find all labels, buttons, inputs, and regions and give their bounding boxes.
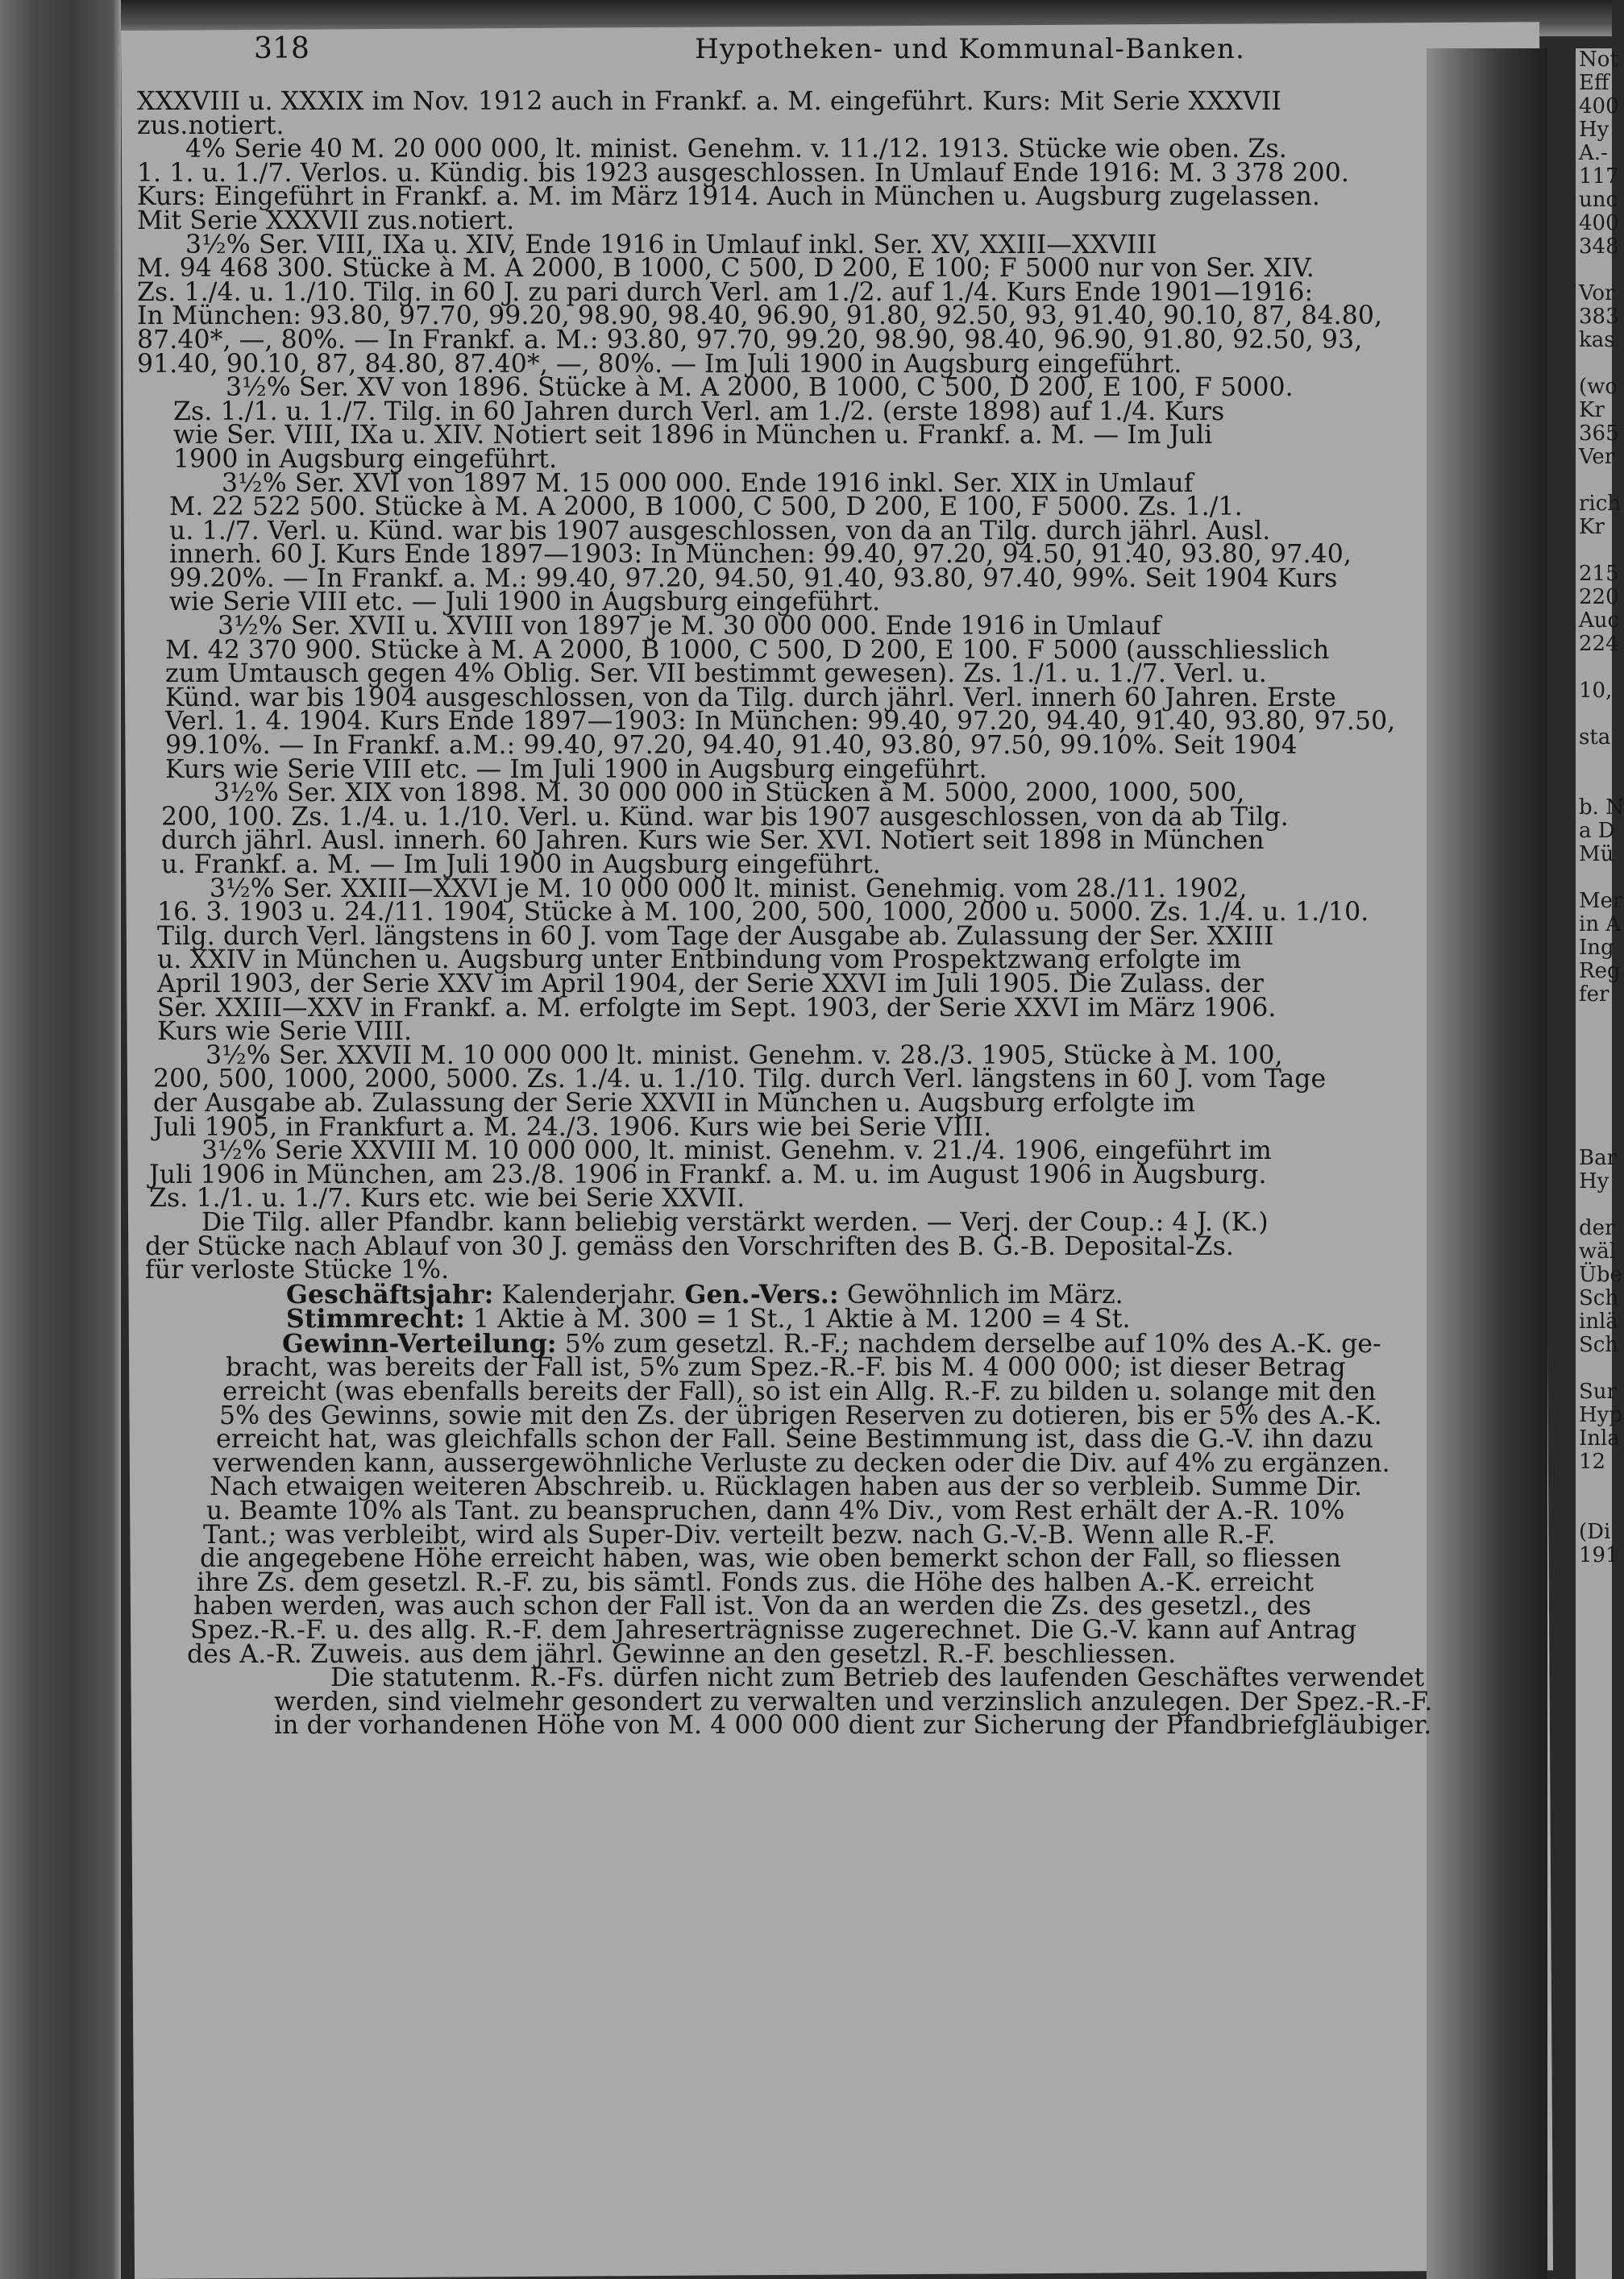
paragraph-line: Juli 1905, in Frankfurt a. M. 24./3. 1906. Kurs wie bei Serie VIII. (153, 1112, 992, 1142)
adjacent-page-text-fragment: (wo (1579, 375, 1618, 399)
paragraph-line: Die statutenm. R.-Fs. dürfen nicht zum Betrieb des laufenden Geschäftes verwendet (330, 1663, 1425, 1693)
adjacent-page-text-fragment (1579, 866, 1612, 890)
adjacent-page-text-fragment (1579, 469, 1612, 492)
paragraph-line: Künd. war bis 1904 ausgeschlossen, von da Tilg. durch jährl. Verl. innerh 60 Jahren. Erste (165, 683, 1336, 712)
adjacent-page-text-fragment: Übe (1579, 1263, 1622, 1287)
paragraph-line: verwenden kann, aussergewöhnliche Verluste zu decken oder die Div. auf 4% zu ergänzen. (213, 1448, 1390, 1478)
adjacent-page-text-fragment: 220 (1579, 585, 1619, 609)
paragraph-line: Tant.; was verbleibt, wird als Super-Div. verteilt bezw. nach G.-V.-B. Wenn alle R.-F. (203, 1520, 1276, 1550)
paragraph-line: Kurs: Eingeführt in Frankf. a. M. im März 1914. Auch in München u. Augsburg zugelassen. (137, 182, 1320, 212)
adjacent-page-text-fragment (1579, 773, 1612, 796)
paragraph-s19 (137, 778, 1535, 879)
adjacent-page-text-fragment: 10, (1579, 679, 1613, 703)
adjacent-page-text-fragment (1579, 1474, 1612, 1497)
paragraph-line: Nach etwaigen weiteren Abschreib. u. Rücklagen haben aus der so verbleib. Summe Dir. (210, 1472, 1363, 1502)
adjacent-page-text-fragment (1579, 1357, 1612, 1380)
paragraph-line: 87.40*, —, 80%. — In Frankf. a. M.: 93.80, 97.70, 99.20, 98.90, 98.40, 96.90, 91.80, 92.50, 93, (137, 325, 1363, 355)
page-number: 318 (254, 32, 310, 65)
adjacent-page-fragment (1576, 48, 1624, 2279)
paragraph-line: ihre Zs. dem gesetzl. R.-F. zu, bis sämtl. Fonds zus. die Höhe des halben A.-K. erreicht (197, 1567, 1315, 1597)
adjacent-page-text-fragment: Not (1579, 48, 1618, 72)
paragraph-s23 (137, 874, 1535, 1047)
fact-text: 1 Aktie à M. 300 = 1 St., 1 Aktie à M. 1200 = 4 St. (464, 1305, 1131, 1335)
paragraph-line: 16. 3. 1903 u. 24./11. 1904, Stücke à M. 100, 200, 500, 1000, 2000 u. 5000. Zs. 1./4. u. 1./10. (157, 898, 1369, 928)
adjacent-page-text-fragment (1579, 749, 1612, 773)
paragraph-line: Zs. 1./1. u. 1./7. Kurs etc. wie bei Serie XXVII. (149, 1184, 746, 1214)
adjacent-page-text-fragment: kas (1579, 328, 1615, 352)
paragraph-line: erreicht (was ebenfalls bereits der Fall), so ist ein Allg. R.-F. zu bilden u. solange mit den (222, 1377, 1377, 1407)
fact-text: Gewöhnlich im März. (838, 1280, 1124, 1310)
paragraph-line: u. XXIV in München u. Augsburg unter Entbindung vom Prospektzwang erfolgte im (157, 945, 1242, 975)
paragraph-line: bracht, was bereits der Fall ist, 5% zum Spez.-R.-F. bis M. 4 000 000; ist dieser Betrag (226, 1353, 1346, 1383)
gewinn-label: Gewinn-Verteilung: (282, 1328, 557, 1359)
fact-label: Geschäftsjahr: (286, 1279, 494, 1310)
paragraph-line: Die Tilg. aller Pfandbr. kann beliebig verstärkt werden. — Verj. der Coup.: 4 J. (K.) (201, 1207, 1269, 1237)
adjacent-page-text-fragment (1579, 1007, 1612, 1030)
paragraph-s27 (137, 1040, 1535, 1142)
paragraph-cont (137, 87, 1535, 140)
paragraph-line: u. 1./7. Verl. u. Künd. war bis 1907 ausgeschlossen, von da an Tilg. durch jährl. Ausl. (169, 516, 1271, 546)
adjacent-page-text-fragment: unc (1579, 188, 1618, 212)
paragraph-line: 4% Serie 40 M. 20 000 000, lt. minist. Genehm. v. 11./12. 1913. Stücke wie oben. Zs. (185, 135, 1287, 164)
paragraph-line: M. 22 522 500. Stücke à M. A 2000, B 1000, C 500, D 200, E 100, F 5000. Zs. 1./1. (169, 492, 1243, 522)
paragraph-line: 200, 100. Zs. 1./4. u. 1./10. Verl. u. Künd. war bis 1907 ausgeschlossen, von da ab Tilg. (161, 802, 1289, 832)
fact-label: Stimmrecht: (286, 1304, 465, 1335)
paragraph-line: M. 94 468 300. Stücke à M. A 2000, B 1000, C 500, D 200, E 100; F 5000 nur von Ser. XIV. (137, 254, 1315, 284)
gewinn-text: 5% zum gesetzl. R.-F.; nachdem derselbe auf 10% des A.-K. ge- (556, 1329, 1381, 1359)
adjacent-page-text-fragment (1579, 1077, 1612, 1100)
adjacent-page-text-fragment: Sch (1579, 1286, 1619, 1310)
paragraph-line: wie Ser. VIII, IXa u. XIV. Notiert seit 1896 in München u. Frankf. a. M. — Im Juli (173, 421, 1213, 450)
adjacent-page-text-fragment (1579, 1100, 1612, 1123)
adjacent-page-text-fragment: Ing (1579, 936, 1614, 960)
paragraph-line: Verl. 1. 4. 1904. Kurs Ende 1897—1903: In München: 99.40, 97.20, 94.40, 91.40, 93.80, 97.50, (165, 707, 1396, 737)
adjacent-page-text-fragment (1579, 1497, 1612, 1521)
paragraph-line: 3½% Serie XXVIII M. 10 000 000, lt. minist. Genehm. v. 21./4. 1906, eingeführt im (201, 1136, 1272, 1166)
paragraph-line: der Ausgabe ab. Zulassung der Serie XXVII in München u. Augsburg erfolgte im (153, 1088, 1196, 1118)
paragraph-line: zum Umtausch gegen 4% Oblig. Ser. VII bestimmt gewesen). Zs. 1./1. u. 1./7. Verl. u. (165, 659, 1267, 689)
paragraph-line: Kurs wie Serie VIII etc. — Im Juli 1900 in Augsburg eingeführt. (165, 754, 987, 784)
paragraph-s8 (137, 230, 1535, 379)
book-binding-edge (0, 0, 121, 2279)
page-content (137, 32, 1535, 1741)
paragraph-tilg (137, 1207, 1535, 1285)
paragraph-line: zus.notiert. (137, 110, 285, 140)
adjacent-page-text-fragment: 117 (1579, 164, 1619, 189)
paragraph-line: der Stücke nach Ablauf von 30 J. gemäss den Vorschriften des B. G.-B. Deposital-Zs. (145, 1231, 1234, 1261)
paragraph-line: 3½% Ser. XIX von 1898. M. 30 000 000 in Stücken à M. 5000, 2000, 1000, 500, (214, 778, 1245, 808)
adjacent-page-text-fragment: (Di (1579, 1520, 1611, 1544)
adjacent-page-text-fragment: Sur (1579, 1380, 1617, 1404)
adjacent-page-text-fragment (1579, 259, 1612, 282)
paragraph-line: für verloste Stücke 1%. (145, 1256, 450, 1285)
adjacent-page-text-fragment: 348 (1579, 235, 1619, 259)
adjacent-page-text-fragment: a D (1579, 819, 1615, 843)
paragraph-line: 5% des Gewinns, sowie mit den Zs. der übrigen Reserven zu dotieren, bis er 5% des A.-K. (219, 1401, 1382, 1430)
adjacent-page-text-fragment: 400 (1579, 211, 1619, 235)
adjacent-page-text-fragment: Sch (1579, 1333, 1619, 1357)
paragraph-line: XXXVIII u. XXXIX im Nov. 1912 auch in Frankf. a. M. eingeführt. Kurs: Mit Serie XXXVII (137, 87, 1281, 116)
adjacent-page-text-fragment: b. N (1579, 795, 1624, 820)
adjacent-page-text-fragment (1579, 703, 1612, 726)
paragraph-line: werden, sind vielmehr gesondert zu verwalten und verzinslich anzulegen. Der Spez.-R.-F. (274, 1687, 1433, 1717)
adjacent-page-text-fragment: 224 (1579, 632, 1619, 656)
paragraph-line: erreicht hat, was gleichfalls schon der Fall. Seine Bestimmung ist, dass die G.-V. ihn dazu (216, 1425, 1374, 1455)
adjacent-page-text-fragment: Hy (1579, 118, 1609, 142)
paragraph-line: 1. 1. u. 1./7. Verlos. u. Kündig. bis 1923 ausgeschlossen. In Umlauf Ende 1916: M. 3 378 200. (137, 158, 1349, 188)
adjacent-page-text-fragment: Auc (1579, 608, 1620, 633)
adjacent-page-text-fragment (1579, 1030, 1612, 1053)
paragraph-line: 3½% Ser. XXIII—XXVI je M. 10 000 000 lt. minist. Genehmig. vom 28./11. 1902, (210, 874, 1248, 903)
adjacent-page-text-fragment (1579, 352, 1612, 376)
paragraph-line: die angegebene Höhe erreicht haben, was, wie oben bemerkt schon der Fall, so fliessen (200, 1544, 1342, 1574)
paragraph-line: innerh. 60 J. Kurs Ende 1897—1903: In München: 99.40, 97.20, 94.50, 91.40, 93.80, 97.40, (169, 540, 1352, 570)
adjacent-page-text-fragment: Reg (1579, 959, 1621, 983)
paragraph-line: in der vorhandenen Höhe von M. 4 000 000 dient zur Sicherung der Pfandbriefgläubiger. (274, 1711, 1432, 1741)
adjacent-page-text-fragment: Kr (1579, 398, 1605, 422)
paragraph-s28 (137, 1136, 1535, 1214)
adjacent-page-text-fragment: Vor (1579, 281, 1615, 305)
paragraph-line: 3½% Ser. XVII u. XVIII von 1897 je M. 30 000 000. Ende 1916 in Umlauf (218, 612, 1161, 641)
paragraph-line: 200, 500, 1000, 2000, 5000. Zs. 1./4. u. 1./10. Tilg. durch Verl. längstens in 60 J. vom Tage (153, 1065, 1327, 1094)
paragraph-s40 (137, 135, 1535, 235)
adjacent-page-text-fragment (1579, 1193, 1612, 1217)
paragraph-line: Tilg. durch Verl. längstens in 60 J. vom Tage der Ausgabe ab. Zulassung der Ser. XXIII (157, 921, 1274, 951)
running-title: Hypotheken- und Kommunal-Banken. (695, 33, 1245, 65)
adjacent-page-text-fragment: Mer (1579, 889, 1623, 913)
paragraph-line: 3½% Ser. XXVII M. 10 000 000 lt. minist. Genehm. v. 28./3. 1905, Stücke à M. 100, (206, 1040, 1283, 1070)
adjacent-page-text-fragment: Mü (1579, 842, 1614, 866)
adjacent-page-text-fragment (1579, 1123, 1612, 1147)
paragraph-statut (137, 1663, 1535, 1741)
paragraph-line: 3½% Ser. XV von 1896. Stücke à M. A 2000, B 1000, C 500, D 200, E 100, F 5000. (226, 373, 1294, 403)
document-body (137, 87, 1535, 1741)
paragraph-line: Juli 1906 in München, am 23./8. 1906 in Frankf. a. M. u. im August 1906 in Augsburg. (149, 1160, 1267, 1189)
adjacent-page-text-fragment: Hyp (1579, 1403, 1623, 1427)
adjacent-page-text-fragment: Kr (1579, 515, 1605, 539)
adjacent-page-text-fragment: sta (1579, 725, 1611, 749)
adjacent-page-text-fragment: rich (1579, 492, 1622, 516)
adjacent-page-text-fragment: fer (1579, 982, 1609, 1007)
page-header (137, 32, 1535, 90)
paragraph-line: durch jährl. Ausl. innerh. 60 Jahren. Kurs wie Ser. XVI. Notiert seit 1898 in München (161, 826, 1265, 856)
adjacent-page-text-fragment: Ver (1579, 445, 1615, 469)
paragraph-line: 1900 in Augsburg eingeführt. (173, 444, 558, 474)
paragraph-line: 3½% Ser. XVI von 1897 M. 15 000 000. Ende 1916 inkl. Ser. XIX in Umlauf (222, 468, 1194, 498)
adjacent-page-text-fragment: A.- (1579, 141, 1608, 165)
fact-label: Gen.-Vers.: (684, 1279, 839, 1310)
adjacent-page-text-fragment: Bar (1579, 1146, 1618, 1170)
adjacent-page-text-fragment (1579, 539, 1612, 562)
paragraph-s16 (137, 468, 1535, 617)
paragraph-line: u. Frankf. a. M. — Im Juli 1900 in Augsburg eingeführt. (161, 850, 881, 879)
adjacent-page-text-fragment: Hy (1579, 1169, 1609, 1193)
paragraph-line: Zs. 1./1. u. 1./7. Tilg. in 60 Jahren durch Verl. am 1./2. (erste 1898) auf 1./4. Kurs (173, 396, 1225, 426)
fact-text: Kalenderjahr. (493, 1280, 685, 1310)
adjacent-page-text-fragment: 383 (1579, 305, 1619, 329)
adjacent-page-text-fragment (1579, 1053, 1612, 1077)
paragraph-s17 (137, 612, 1535, 784)
adjacent-page-text-fragment: 400 (1579, 94, 1619, 118)
paragraph-line: u. Beamte 10% als Tant. zu beanspruchen, dann 4% Div., vom Rest erhält der A.-R. 10% (206, 1497, 1345, 1526)
paragraph-line: Zs. 1./4. u. 1./10. Tilg. in 60 J. zu pari durch Verl. am 1./2. auf 1./4. Kurs Ende 1901—1916: (137, 277, 1314, 307)
adjacent-page-text-fragment: 191 (1579, 1543, 1619, 1567)
paragraph-line: April 1903, der Serie XXV im April 1904, der Serie XXVI im Juli 1905. Die Zulass. der (157, 969, 1264, 998)
paragraph-line: haben werden, was auch schon der Fall ist. Von da an werden die Zs. des gesetzl., des (193, 1592, 1312, 1621)
paragraph-line: 91.40, 90.10, 87, 84.80, 87.40*, —, 80%. — Im Juli 1900 in Augsburg eingeführt. (137, 349, 1182, 379)
paragraph-line: wie Serie VIII etc. — Juli 1900 in Augsburg eingeführt. (169, 587, 881, 617)
paragraph-line: Kurs wie Serie VIII. (157, 1017, 413, 1047)
adjacent-page-text-fragment: der (1579, 1216, 1615, 1240)
paragraph-line: des A.-R. Zuweis. aus dem jährl. Gewinne an den gesetzl. R.-F. beschliessen. (187, 1639, 1177, 1669)
paragraph-line: Mit Serie XXXVII zus.notiert. (137, 205, 515, 235)
adjacent-page-text-fragment: 215 (1579, 562, 1619, 586)
paragraph-line: Ser. XXIII—XXV in Frankf. a. M. erfolgte im Sept. 1903, der Serie XXVI im März 1906. (157, 993, 1277, 1023)
paragraph-line: M. 42 370 900. Stücke à M. A 2000, B 1000, C 500, D 200, E 100. F 5000 (ausschliesslich (165, 635, 1330, 665)
adjacent-page-text-fragment: Inla (1579, 1426, 1620, 1451)
adjacent-page-text-fragment: Eff (1579, 71, 1609, 95)
paragraph-line: 99.20%. — In Frankf. a. M.: 99.40, 97.20, 94.50, 91.40, 93.80, 97.40, 99%. Seit 1904 Kurs (169, 563, 1338, 593)
adjacent-page-text-fragment (1579, 656, 1612, 679)
adjacent-page-text-fragment: wäl (1579, 1239, 1617, 1264)
adjacent-page-text-fragment: inlä (1579, 1310, 1618, 1334)
adjacent-page-text-fragment: 12 (1579, 1450, 1606, 1474)
paragraph-s15 (137, 373, 1535, 474)
paragraph-line: Spez.-R.-F. u. des allg. R.-F. dem Jahreserträgnisse zugerechnet. Die G.-V. kann auf Antrag (190, 1616, 1357, 1645)
adjacent-page-text-fragment: 365 (1579, 421, 1619, 446)
adjacent-page-text-fragment: in A (1579, 912, 1622, 936)
paragraph-line: 3½% Ser. VIII, IXa u. XIV, Ende 1916 in Umlauf inkl. Ser. XV, XXIII—XXVIII (185, 230, 1157, 259)
paragraph-line: In München: 93.80, 97.70, 99.20, 98.90, 98.40, 96.90, 91.80, 92.50, 93, 91.40, 90.10, 87, 84.80, (137, 301, 1383, 331)
paragraph-line: 99.10%. — In Frankf. a.M.: 99.40, 97.20, 94.40, 91.40, 93.80, 97.50, 99.10%. Seit 1904 (165, 731, 1298, 761)
paragraph-gewinn-verteilung (137, 1328, 1535, 1669)
